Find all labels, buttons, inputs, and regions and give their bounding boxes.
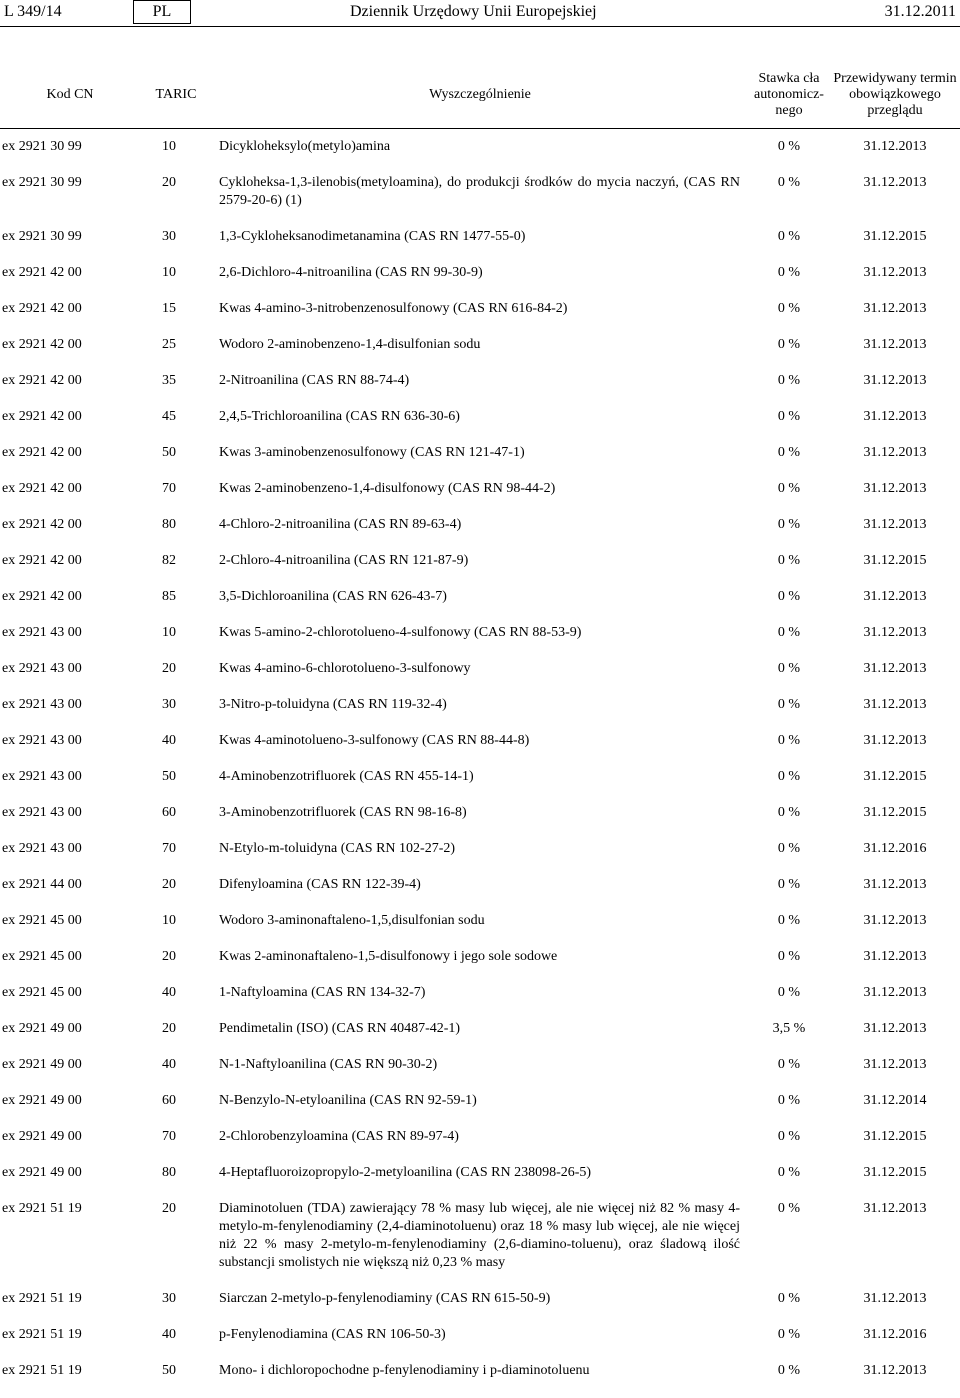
cn-code-cell: ex 2921 45 00 (2, 948, 82, 964)
cn-code-cell: ex 2921 45 00 (2, 912, 82, 928)
description-cell: Cykloheksa-1,3-ilenobis(metyloamina), do produkcji środków do mycia naczyń, (CAS RN 2579-20-6) (1) (219, 174, 740, 208)
table-row (0, 516, 960, 552)
review-date-cell: 31.12.2013 (863, 139, 927, 154)
table-row (0, 1056, 960, 1092)
description-cell: 2-Chlorobenzyloamina (CAS RN 89-97-4) (219, 1128, 459, 1144)
duty-rate-cell: 0 % (777, 732, 801, 748)
description-cell: 4-Chloro-2-nitroanilina (CAS RN 89-63-4) (219, 516, 462, 532)
taric-code-cell: 20 (162, 948, 176, 964)
col-header-cn: Kod CN (0, 62, 140, 129)
duty-rate-cell: 0 % (777, 696, 801, 712)
table-row (0, 876, 960, 912)
review-date-cell: 31.12.2013 (863, 516, 927, 532)
review-date-cell: 31.12.2013 (863, 984, 927, 1000)
duty-rate-cell: 0 % (777, 1200, 801, 1216)
description-cell: Difenyloamina (CAS RN 122-39-4) (219, 876, 421, 892)
cn-code-cell: ex 2921 42 00 (2, 264, 82, 280)
cn-code-cell: ex 2921 51 19 (2, 1290, 82, 1306)
col-header-taric: TARIC (140, 62, 212, 129)
review-date-cell: 31.12.2013 (863, 1056, 927, 1072)
review-date-cell: 31.12.2013 (863, 912, 927, 928)
duty-rate-cell: 0 % (777, 1362, 801, 1378)
table-row (0, 408, 960, 444)
table-row (0, 228, 960, 264)
cn-code-cell: ex 2921 43 00 (2, 696, 82, 712)
description-cell: 4-Heptafluoroizopropylo-2-metyloanilina (CAS RN 238098-26-5) (219, 1164, 592, 1180)
table-row (0, 696, 960, 732)
taric-code-cell: 40 (162, 984, 176, 1000)
cn-code-cell: ex 2921 44 00 (2, 876, 82, 892)
taric-code-cell: 35 (162, 372, 176, 388)
description-cell: p-Fenylenodiamina (CAS RN 106-50-3) (219, 1326, 446, 1342)
description-cell: Kwas 4-amino-6-chlorotolueno-3-sulfonowy (219, 660, 471, 676)
duty-rate-cell: 0 % (777, 660, 801, 676)
description-cell: Diaminotoluen (TDA) zawierający 78 % masy lub więcej, ale nie więcej niż 82 % masy 4-metylo-m-fenylenodiaminy (2,4-diaminotoluenu) oraz 18 % masy lub więcej, ale nie więcej niż 22 % masy 2-metylo-m-fenylenodiaminy (2,6-diamino-toluenu), oraz śladową ilość substancji smolistych nie większą niż 0,23 % masy (219, 1200, 740, 1270)
table-row (0, 984, 960, 1020)
duty-rate-cell: 0 % (777, 139, 801, 154)
issue-date: 31.12.2011 (884, 3, 956, 20)
review-date-cell: 31.12.2015 (863, 1164, 927, 1180)
table-row (0, 732, 960, 768)
cn-code-cell: ex 2921 45 00 (2, 984, 82, 1000)
duty-rate-cell: 0 % (777, 1164, 801, 1180)
duty-rate-cell: 0 % (777, 264, 801, 280)
taric-code-cell: 40 (162, 1326, 176, 1342)
table-row (0, 1020, 960, 1056)
duty-rate-cell: 0 % (777, 300, 801, 316)
table-row (0, 588, 960, 624)
taric-code-cell: 85 (162, 588, 176, 604)
duty-rate-cell: 0 % (777, 552, 801, 568)
taric-code-cell: 80 (162, 516, 176, 532)
description-cell: Kwas 3-aminobenzenosulfonowy (CAS RN 121-47-1) (219, 444, 525, 460)
duty-rate-cell: 0 % (777, 588, 801, 604)
description-cell: Pendimetalin (ISO) (CAS RN 40487-42-1) (219, 1020, 461, 1036)
duty-rate-cell: 0 % (777, 1290, 801, 1306)
duty-rate-cell: 0 % (777, 174, 801, 190)
journal-title: Dziennik Urzędowy Unii Europejskiej (350, 3, 597, 20)
cn-code-cell: ex 2921 42 00 (2, 588, 82, 604)
review-date-cell: 31.12.2013 (863, 1020, 927, 1036)
table-row (0, 444, 960, 480)
duty-rate-cell: 0 % (777, 912, 801, 928)
duty-rate-cell: 0 % (777, 1056, 801, 1072)
taric-code-cell: 50 (162, 444, 176, 460)
page-header (0, 0, 960, 30)
cn-code-cell: ex 2921 51 19 (2, 1200, 82, 1216)
review-date-cell: 31.12.2015 (863, 552, 927, 568)
taric-code-cell: 15 (162, 300, 176, 316)
cn-code-cell: ex 2921 42 00 (2, 372, 82, 388)
description-cell: Wodoro 2-aminobenzeno-1,4-disulfonian sodu (219, 336, 481, 352)
review-date-cell: 31.12.2015 (863, 1128, 927, 1144)
duty-rate-cell: 0 % (777, 624, 801, 640)
duty-rate-cell: 0 % (777, 1326, 801, 1342)
table-row (0, 552, 960, 588)
duty-rate-cell: 0 % (777, 948, 801, 964)
table-row (0, 264, 960, 300)
review-date-cell: 31.12.2013 (863, 1200, 927, 1216)
description-cell: 1-Naftyloamina (CAS RN 134-32-7) (219, 984, 426, 1000)
description-cell: 2,6-Dichloro-4-nitroanilina (CAS RN 99-30-9) (219, 264, 483, 280)
cn-code-cell: ex 2921 49 00 (2, 1056, 82, 1072)
review-date-cell: 31.12.2015 (863, 228, 927, 244)
col-header-description: Wyszczególnienie (212, 62, 748, 129)
duty-rate-cell: 3,5 % (772, 1020, 806, 1036)
description-cell: 4-Aminobenzotrifluorek (CAS RN 455-14-1) (219, 768, 474, 784)
taric-code-cell: 60 (162, 1092, 176, 1108)
table-row (0, 804, 960, 840)
description-cell: Dicykloheksylo(metylo)amina (219, 139, 391, 154)
taric-code-cell: 20 (162, 660, 176, 676)
taric-code-cell: 50 (162, 768, 176, 784)
cn-code-cell: ex 2921 43 00 (2, 624, 82, 640)
description-cell: 3-Nitro-p-toluidyna (CAS RN 119-32-4) (219, 696, 447, 712)
table-row (0, 129, 960, 174)
col-header-rate: Stawka cła autonomicz-nego (748, 62, 830, 129)
taric-code-cell: 20 (162, 876, 176, 892)
taric-code-cell: 60 (162, 804, 176, 820)
table-row (0, 1128, 960, 1164)
cn-code-cell: ex 2921 42 00 (2, 480, 82, 496)
review-date-cell: 31.12.2013 (863, 264, 927, 280)
taric-code-cell: 70 (162, 480, 176, 496)
review-date-cell: 31.12.2013 (863, 174, 927, 190)
duty-rate-cell: 0 % (777, 516, 801, 532)
description-cell: Siarczan 2-metylo-p-fenylenodiaminy (CAS RN 615-50-9) (219, 1290, 551, 1306)
taric-code-cell: 20 (162, 1200, 176, 1216)
review-date-cell: 31.12.2013 (863, 480, 927, 496)
table-row (0, 372, 960, 408)
cn-code-cell: ex 2921 43 00 (2, 804, 82, 820)
taric-code-cell: 30 (162, 228, 176, 244)
taric-code-cell: 70 (162, 1128, 176, 1144)
taric-code-cell: 25 (162, 336, 176, 352)
table-row (0, 1362, 960, 1398)
duty-rate-cell: 0 % (777, 1092, 801, 1108)
cn-code-cell: ex 2921 49 00 (2, 1164, 82, 1180)
cn-code-cell: ex 2921 42 00 (2, 552, 82, 568)
review-date-cell: 31.12.2013 (863, 1290, 927, 1306)
duty-rate-cell: 0 % (777, 984, 801, 1000)
table-row (0, 912, 960, 948)
cn-code-cell: ex 2921 51 19 (2, 1326, 82, 1342)
taric-code-cell: 80 (162, 1164, 176, 1180)
cn-code-cell: ex 2921 42 00 (2, 408, 82, 424)
cn-code-cell: ex 2921 42 00 (2, 516, 82, 532)
description-cell: 3-Aminobenzotrifluorek (CAS RN 98-16-8) (219, 804, 467, 820)
table-row (0, 768, 960, 804)
taric-code-cell: 30 (162, 696, 176, 712)
cn-code-cell: ex 2921 42 00 (2, 300, 82, 316)
taric-code-cell: 40 (162, 1056, 176, 1072)
review-date-cell: 31.12.2013 (863, 1362, 927, 1378)
cn-code-cell: ex 2921 49 00 (2, 1092, 82, 1108)
taric-code-cell: 20 (162, 174, 176, 190)
duty-rate-cell: 0 % (777, 768, 801, 784)
duty-rate-cell: 0 % (777, 480, 801, 496)
table-row (0, 948, 960, 984)
review-date-cell: 31.12.2015 (863, 768, 927, 784)
duty-rate-cell: 0 % (777, 876, 801, 892)
cn-code-cell: ex 2921 51 19 (2, 1362, 82, 1378)
table-row (0, 1092, 960, 1128)
duty-rate-cell: 0 % (777, 444, 801, 460)
table-row (0, 1326, 960, 1362)
taric-code-cell: 30 (162, 1290, 176, 1306)
duty-rate-cell: 0 % (777, 1128, 801, 1144)
review-date-cell: 31.12.2015 (863, 804, 927, 820)
cn-code-cell: ex 2921 42 00 (2, 336, 82, 352)
taric-code-cell: 10 (162, 912, 176, 928)
page-number: L 349/14 (4, 3, 62, 20)
duty-rate-cell: 0 % (777, 336, 801, 352)
review-date-cell: 31.12.2013 (863, 372, 927, 388)
cn-code-cell: ex 2921 43 00 (2, 732, 82, 748)
review-date-cell: 31.12.2016 (863, 1326, 927, 1342)
cn-code-cell: ex 2921 43 00 (2, 840, 82, 856)
table-row (0, 1200, 960, 1290)
review-date-cell: 31.12.2013 (863, 876, 927, 892)
review-date-cell: 31.12.2013 (863, 624, 927, 640)
description-cell: 1,3-Cykloheksanodimetanamina (CAS RN 1477-55-0) (219, 228, 526, 244)
duty-rate-cell: 0 % (777, 804, 801, 820)
taric-code-cell: 20 (162, 1020, 176, 1036)
review-date-cell: 31.12.2013 (863, 336, 927, 352)
cn-code-cell: ex 2921 43 00 (2, 660, 82, 676)
taric-code-cell: 40 (162, 732, 176, 748)
description-cell: 2,4,5-Trichloroanilina (CAS RN 636-30-6) (219, 408, 460, 424)
cn-code-cell: ex 2921 30 99 (2, 139, 82, 154)
cn-code-cell: ex 2921 43 00 (2, 768, 82, 784)
description-cell: Kwas 4-aminotolueno-3-sulfonowy (CAS RN 88-44-8) (219, 732, 530, 748)
cn-code-cell: ex 2921 49 00 (2, 1128, 82, 1144)
table-body (0, 129, 960, 1398)
table-row (0, 660, 960, 696)
description-cell: N-Benzylo-N-etyloanilina (CAS RN 92-59-1) (219, 1092, 477, 1108)
description-cell: Mono- i dichloropochodne p-fenylenodiaminy i p-diaminotoluenu (219, 1362, 590, 1378)
description-cell: 3,5-Dichloroanilina (CAS RN 626-43-7) (219, 588, 447, 604)
taric-code-cell: 10 (162, 139, 176, 154)
cn-code-cell: ex 2921 49 00 (2, 1020, 82, 1036)
review-date-cell: 31.12.2013 (863, 444, 927, 460)
description-cell: Wodoro 3-aminonaftaleno-1,5,disulfonian sodu (219, 912, 485, 928)
taric-code-cell: 10 (162, 264, 176, 280)
review-date-cell: 31.12.2013 (863, 732, 927, 748)
review-date-cell: 31.12.2013 (863, 948, 927, 964)
description-cell: Kwas 2-aminobenzeno-1,4-disulfonowy (CAS RN 98-44-2) (219, 480, 556, 496)
table-row (0, 1290, 960, 1326)
description-cell: Kwas 2-aminonaftaleno-1,5-disulfonowy i jego sole sodowe (219, 948, 558, 964)
description-cell: 2-Nitroanilina (CAS RN 88-74-4) (219, 372, 410, 388)
taric-code-cell: 50 (162, 1362, 176, 1378)
col-header-review: Przewidywany termin obowiązkowego przeglądu (830, 62, 960, 129)
language-box: PL (133, 0, 191, 24)
table-row (0, 174, 960, 228)
review-date-cell: 31.12.2016 (863, 840, 927, 856)
duty-rate-cell: 0 % (777, 228, 801, 244)
table-row (0, 624, 960, 660)
description-cell: N-Etylo-m-toluidyna (CAS RN 102-27-2) (219, 840, 456, 856)
description-cell: N-1-Naftyloanilina (CAS RN 90-30-2) (219, 1056, 438, 1072)
table-row (0, 300, 960, 336)
table-row (0, 1164, 960, 1200)
table-row (0, 480, 960, 516)
review-date-cell: 31.12.2013 (863, 300, 927, 316)
header-rule (0, 26, 960, 27)
cn-code-cell: ex 2921 30 99 (2, 174, 82, 190)
taric-code-cell: 82 (162, 552, 176, 568)
duty-rate-cell: 0 % (777, 408, 801, 424)
tariff-table (0, 62, 960, 1398)
taric-code-cell: 45 (162, 408, 176, 424)
description-cell: 2-Chloro-4-nitroanilina (CAS RN 121-87-9) (219, 552, 469, 568)
duty-rate-cell: 0 % (777, 372, 801, 388)
description-cell: Kwas 5-amino-2-chlorotolueno-4-sulfonowy (CAS RN 88-53-9) (219, 624, 582, 640)
cn-code-cell: ex 2921 42 00 (2, 444, 82, 460)
table-header-row (0, 62, 960, 129)
table-row (0, 336, 960, 372)
duty-rate-cell: 0 % (777, 840, 801, 856)
table-row (0, 840, 960, 876)
review-date-cell: 31.12.2013 (863, 408, 927, 424)
cn-code-cell: ex 2921 30 99 (2, 228, 82, 244)
taric-code-cell: 10 (162, 624, 176, 640)
review-date-cell: 31.12.2013 (863, 660, 927, 676)
review-date-cell: 31.12.2013 (863, 696, 927, 712)
description-cell: Kwas 4-amino-3-nitrobenzenosulfonowy (CAS RN 616-84-2) (219, 300, 568, 316)
taric-code-cell: 70 (162, 840, 176, 856)
review-date-cell: 31.12.2014 (863, 1092, 927, 1108)
review-date-cell: 31.12.2013 (863, 588, 927, 604)
